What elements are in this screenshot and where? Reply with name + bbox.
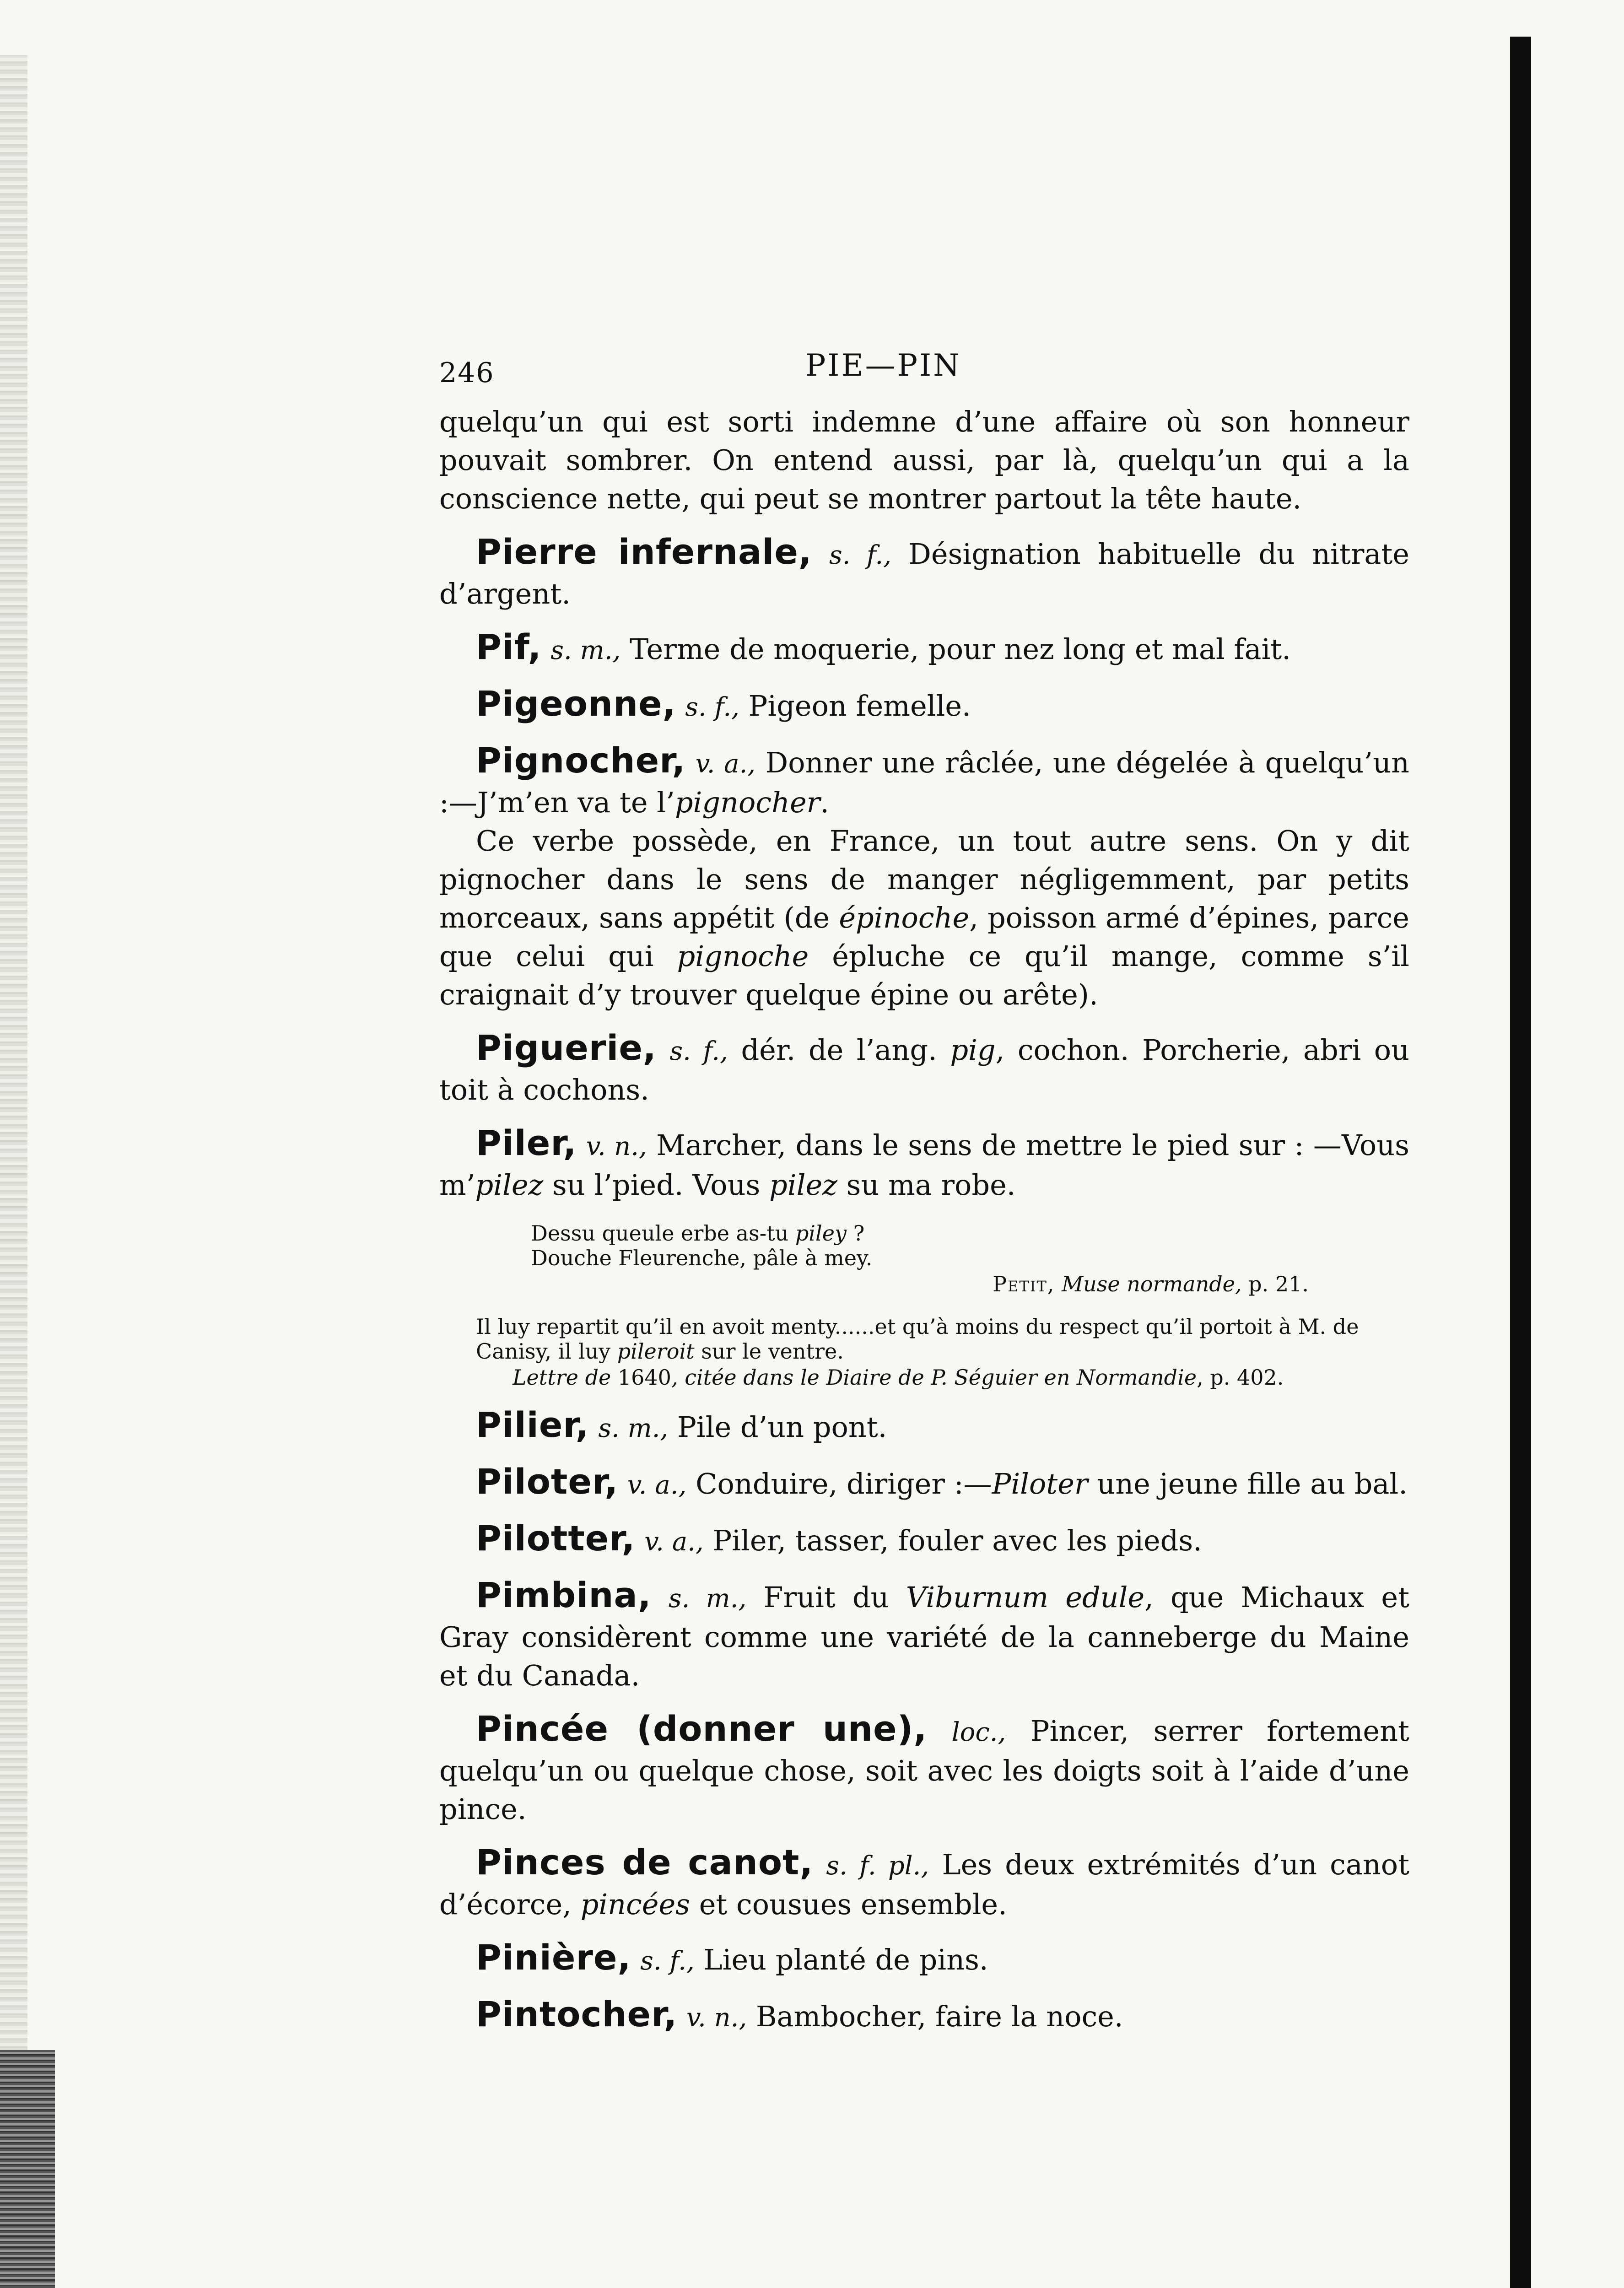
definition-italic: Piloter [992, 1467, 1088, 1500]
entry-piler [439, 1124, 1409, 1204]
definition: su ma robe. [837, 1168, 1016, 1202]
page-number: 246 [439, 357, 495, 389]
cite-work: Diaire de P. Séguier en Normandie [826, 1365, 1197, 1390]
headword: Pilotter, [476, 1518, 636, 1559]
cite-text: , citée dans le [671, 1365, 826, 1390]
grammar-label: s. f., [829, 540, 892, 570]
headword: Piguerie, [476, 1027, 657, 1068]
scan-gutter-left [0, 55, 27, 2288]
quote-citation [476, 1364, 1364, 1391]
headword: Piloter, [476, 1461, 619, 1502]
definition-italic: pilez [475, 1168, 544, 1202]
grammar-label: s. f., [669, 1036, 728, 1066]
grammar-label: s. f., [685, 692, 739, 722]
definition: . [820, 786, 830, 819]
definition: Les deux extrémités d’un canot d’écorce, [439, 1848, 1409, 1921]
definition-italic: Viburnum edule [906, 1581, 1145, 1614]
definition-italic: pilez [769, 1168, 837, 1202]
entry-pierre-infernale [439, 533, 1409, 613]
cite-year: 1640 [617, 1365, 671, 1390]
grammar-label: v. a., [644, 1527, 704, 1557]
definition: Donner une râclée, une dégelée à quelqu’un :—J’m’en va te l’ [439, 746, 1409, 819]
quote-text: Il luy repartit qu’il en avoit menty......et qu’à moins du respect qu’il portoit à M. de Canisy, il luy [476, 1314, 1359, 1364]
entry-pilotter [439, 1519, 1409, 1561]
headword: Pierre infernale, [476, 531, 812, 572]
entry-pif [439, 628, 1409, 670]
grammar-label: loc., [951, 1717, 1006, 1747]
definition: Bambocher, faire la noce. [756, 2000, 1123, 2033]
quote-line: Douche Fleurenche, pâle à mey. [531, 1246, 873, 1270]
definition: Conduire, diriger :— [696, 1467, 992, 1500]
definition: Lieu planté de pins. [703, 1943, 988, 1976]
definition: , cochon. Porcherie, abri ou toit à cochons. [439, 1033, 1409, 1106]
quote-line [531, 1221, 1309, 1246]
grammar-label: s. m., [668, 1584, 747, 1613]
entry-pimbina [439, 1576, 1409, 1695]
quote-text: ? [846, 1221, 865, 1246]
definition-italic: pignocher [674, 786, 820, 819]
entry-pintocher [439, 1995, 1409, 2037]
entry-piloter [439, 1462, 1409, 1505]
entry-pignocher [439, 741, 1409, 822]
grammar-label: s. m., [598, 1414, 669, 1443]
definition: Marcher, dans le sens de mettre le pied sur : —Vous m’ [439, 1128, 1409, 1202]
definition: Terme de moquerie, pour nez long et mal fait. [630, 632, 1291, 666]
note-italic: épinoche [839, 901, 970, 934]
scan-edge-bar [1510, 37, 1531, 2288]
entry-pinces-de-canot [439, 1843, 1409, 1924]
quote-citation [531, 1270, 1309, 1298]
grammar-label: s. m., [550, 636, 621, 665]
quotation-prose [476, 1314, 1364, 1391]
headword: Piler, [476, 1122, 577, 1163]
definition: Fruit du [763, 1581, 906, 1614]
continuation-text: quelqu’un qui est sorti indemne d’une affaire où son honneur pouvait sombrer. On entend aussi, par là, quelqu’un qui a la conscience nette, qui peut se montrer partout la tête haute. [439, 405, 1409, 515]
entry-pigeonne [439, 685, 1409, 727]
note-text: épluche ce qu’il mange, comme s’il craignait d’y trouver quelque épine ou arête). [439, 939, 1409, 1011]
definition: su l’pied. Vous [543, 1168, 770, 1202]
quote-text-block [476, 1314, 1364, 1364]
definition: et cousues ensemble. [690, 1888, 1007, 1921]
headword: Pigeonne, [476, 683, 676, 724]
headword: Pimbina, [476, 1575, 652, 1615]
scan-gutter-shadow [0, 2050, 55, 2288]
quote-italic: piley [795, 1221, 847, 1246]
grammar-label: v. n., [686, 2003, 747, 2033]
quote-text: Dessu queule erbe as-tu [531, 1221, 795, 1246]
entry-pilier [439, 1406, 1409, 1448]
entry-pincee [439, 1710, 1409, 1829]
grammar-label: s. f., [640, 1946, 695, 1976]
grammar-label: v. n., [586, 1132, 647, 1161]
dictionary-page [439, 329, 1409, 2037]
entry-piniere [439, 1938, 1409, 1980]
grammar-label: s. f. pl., [826, 1851, 929, 1881]
entry-note [439, 822, 1409, 1014]
headword: Pilier, [476, 1404, 589, 1445]
note-text: Ce verbe possède, en France, un tout autre sens. On y dit pignocher dans le sens de manger négligemment, par petits morceaux, sans appétit (de [439, 824, 1409, 934]
definition: Pigeon femelle. [748, 689, 971, 723]
cite-author: Petit, [993, 1272, 1055, 1296]
definition: Pile d’un pont. [677, 1410, 887, 1444]
headword: Pintocher, [476, 1994, 678, 2034]
headword: Pinces de canot, [476, 1842, 814, 1883]
headword: Pincée (donner une), [476, 1708, 928, 1749]
definition: Désignation habituelle du nitrate d’argent. [439, 537, 1409, 610]
grammar-label: v. a., [627, 1470, 687, 1500]
cite-text: Lettre de [513, 1365, 618, 1390]
quotation-verse [531, 1221, 1309, 1298]
entry-piguerie [439, 1029, 1409, 1109]
definition: dér. de l’ang. [741, 1033, 950, 1067]
quote-italic: pileroit [617, 1339, 695, 1364]
cite-work: Muse normande, [1062, 1272, 1242, 1296]
note-italic: pignoche [677, 939, 809, 973]
grammar-label: v. a., [695, 749, 756, 779]
definition: Pincer, serrer fortement quelqu’un ou quelque chose, soit avec les doigts soit à l’aide d’une pince. [439, 1714, 1409, 1826]
running-title: PIE—PIN [805, 348, 961, 383]
cite-page: , p. 402. [1197, 1365, 1284, 1390]
running-head [439, 329, 1409, 403]
definition: , que Michaux et Gray considèrent comme une variété de la canneberge du Maine et du Canada. [439, 1581, 1410, 1692]
headword: Pinière, [476, 1937, 631, 1978]
definition-italic: pincées [580, 1888, 690, 1921]
note-text: , poisson armé d’épines, parce que celui qui [439, 901, 1409, 973]
definition: Piler, tasser, fouler avec les pieds. [712, 1524, 1202, 1557]
headword: Pif, [476, 626, 542, 667]
cite-page: p. 21. [1248, 1272, 1309, 1296]
headword: Pignocher, [476, 740, 686, 781]
definition-italic: pig [950, 1033, 996, 1067]
quote-text: sur le ventre. [694, 1339, 844, 1364]
definition: une jeune fille au bal. [1088, 1467, 1408, 1500]
